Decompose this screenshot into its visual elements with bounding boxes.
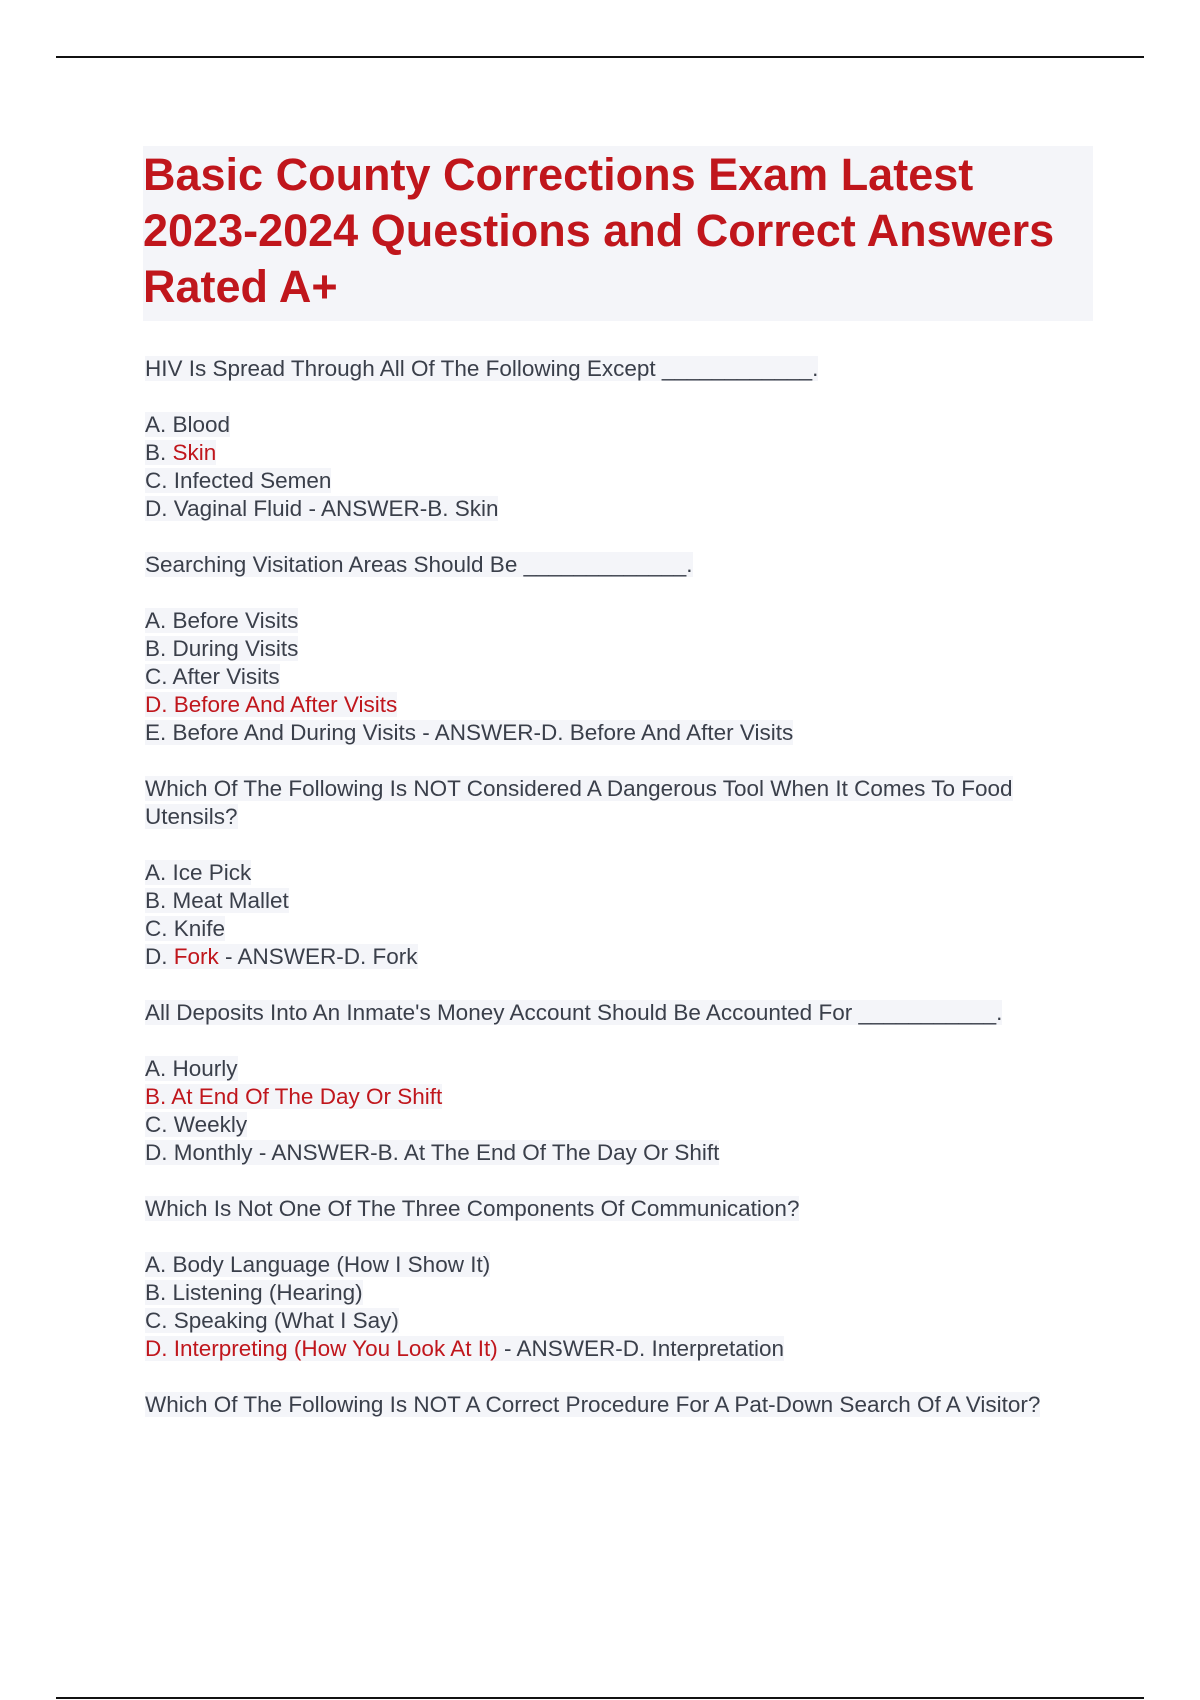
option-list [145, 411, 1093, 523]
title-block [143, 146, 1093, 321]
option-item [145, 663, 1093, 691]
option-text: After Visits [172, 664, 280, 689]
option-prefix: B. [145, 1084, 172, 1109]
answer-text: - ANSWER-D. Fork [218, 944, 418, 969]
option-text: Speaking (What I Say) [173, 1308, 399, 1333]
question-block [145, 1195, 1093, 1363]
option-prefix: D. [145, 692, 174, 717]
option-item [145, 1251, 1093, 1279]
question-list [145, 321, 1093, 1419]
option-item [145, 411, 1093, 439]
option-text-correct: At End Of The Day Or Shift [171, 1084, 443, 1109]
question-block [145, 355, 1093, 523]
option-text: Ice Pick [172, 860, 252, 885]
answer-text: - ANSWER-D. Interpretation [497, 1336, 785, 1361]
option-text: Before Visits [172, 608, 299, 633]
document-body [145, 146, 1093, 1419]
option-prefix: C. [145, 468, 174, 493]
option-item [145, 1139, 1093, 1167]
question-block [145, 775, 1093, 971]
question-text: All Deposits Into An Inmate's Money Account Should Be Accounted For ___________. [145, 1000, 1003, 1025]
option-item [145, 1083, 1093, 1111]
option-list [145, 859, 1093, 971]
question-text: Searching Visitation Areas Should Be _____________. [145, 552, 693, 577]
option-text: Vaginal Fluid [173, 496, 303, 521]
option-item [145, 887, 1093, 915]
option-prefix: A. [145, 608, 173, 633]
option-prefix: B. [145, 636, 173, 661]
option-text: Blood [172, 412, 231, 437]
question-block [145, 551, 1093, 747]
option-text: Body Language (How I Show It) [172, 1252, 491, 1277]
option-item [145, 691, 1093, 719]
option-text: Listening (Hearing) [172, 1280, 363, 1305]
option-item [145, 1279, 1093, 1307]
option-item [145, 943, 1093, 971]
option-text: Hourly [172, 1056, 238, 1081]
option-prefix: D. [145, 944, 174, 969]
option-item [145, 467, 1093, 495]
option-text: Knife [173, 916, 226, 941]
option-item [145, 915, 1093, 943]
option-prefix: D. [145, 496, 174, 521]
question-text: Which Of The Following Is NOT Considered A Dangerous Tool When It Comes To Food Utensils? [145, 776, 1013, 829]
option-prefix: D. [145, 1336, 174, 1361]
option-item [145, 1335, 1093, 1363]
option-item [145, 1307, 1093, 1335]
option-text: Before And During Visits [172, 720, 416, 745]
option-item [145, 439, 1093, 467]
option-prefix: A. [145, 412, 173, 437]
option-text: Weekly [173, 1112, 248, 1137]
option-text-correct: Skin [172, 440, 217, 465]
option-text-correct: Interpreting (How You Look At It) [173, 1336, 498, 1361]
answer-text: - ANSWER-D. Before And After Visits [415, 720, 794, 745]
document-title: Basic County Corrections Exam Latest 2023-2024 Questions and Correct Answers Rated A+ [143, 149, 1055, 312]
option-prefix: C. [145, 1112, 174, 1137]
option-prefix: C. [145, 1308, 174, 1333]
option-item [145, 719, 1093, 747]
question-block [145, 999, 1093, 1167]
top-rule [56, 56, 1144, 58]
option-text: Infected Semen [173, 468, 332, 493]
option-prefix: C. [145, 664, 173, 689]
question-text: Which Is Not One Of The Three Components Of Communication? [145, 1196, 800, 1221]
option-list [145, 607, 1093, 747]
option-text: Monthly [173, 1140, 253, 1165]
option-prefix: C. [145, 916, 174, 941]
option-prefix: B. [145, 440, 173, 465]
option-text-correct: Before And After Visits [173, 692, 398, 717]
question-block [145, 1391, 1093, 1419]
option-item [145, 635, 1093, 663]
option-item [145, 607, 1093, 635]
option-list [145, 1251, 1093, 1363]
option-text-correct: Fork [173, 944, 219, 969]
option-item [145, 1055, 1093, 1083]
option-item [145, 1111, 1093, 1139]
question-text: HIV Is Spread Through All Of The Following Except ____________. [145, 356, 819, 381]
option-prefix: A. [145, 1056, 173, 1081]
option-list [145, 1055, 1093, 1167]
answer-text: - ANSWER-B. Skin [302, 496, 499, 521]
option-text: During Visits [172, 636, 299, 661]
question-text: Which Of The Following Is NOT A Correct Procedure For A Pat-Down Search Of A Visitor? [145, 1392, 1041, 1417]
option-prefix: D. [145, 1140, 174, 1165]
option-prefix: E. [145, 720, 173, 745]
option-prefix: A. [145, 860, 173, 885]
option-item [145, 495, 1093, 523]
bottom-rule [56, 1697, 1144, 1699]
option-text: Meat Mallet [172, 888, 289, 913]
option-prefix: B. [145, 1280, 173, 1305]
answer-text: - ANSWER-B. At The End Of The Day Or Shift [252, 1140, 720, 1165]
option-prefix: B. [145, 888, 173, 913]
option-item [145, 859, 1093, 887]
option-prefix: A. [145, 1252, 173, 1277]
